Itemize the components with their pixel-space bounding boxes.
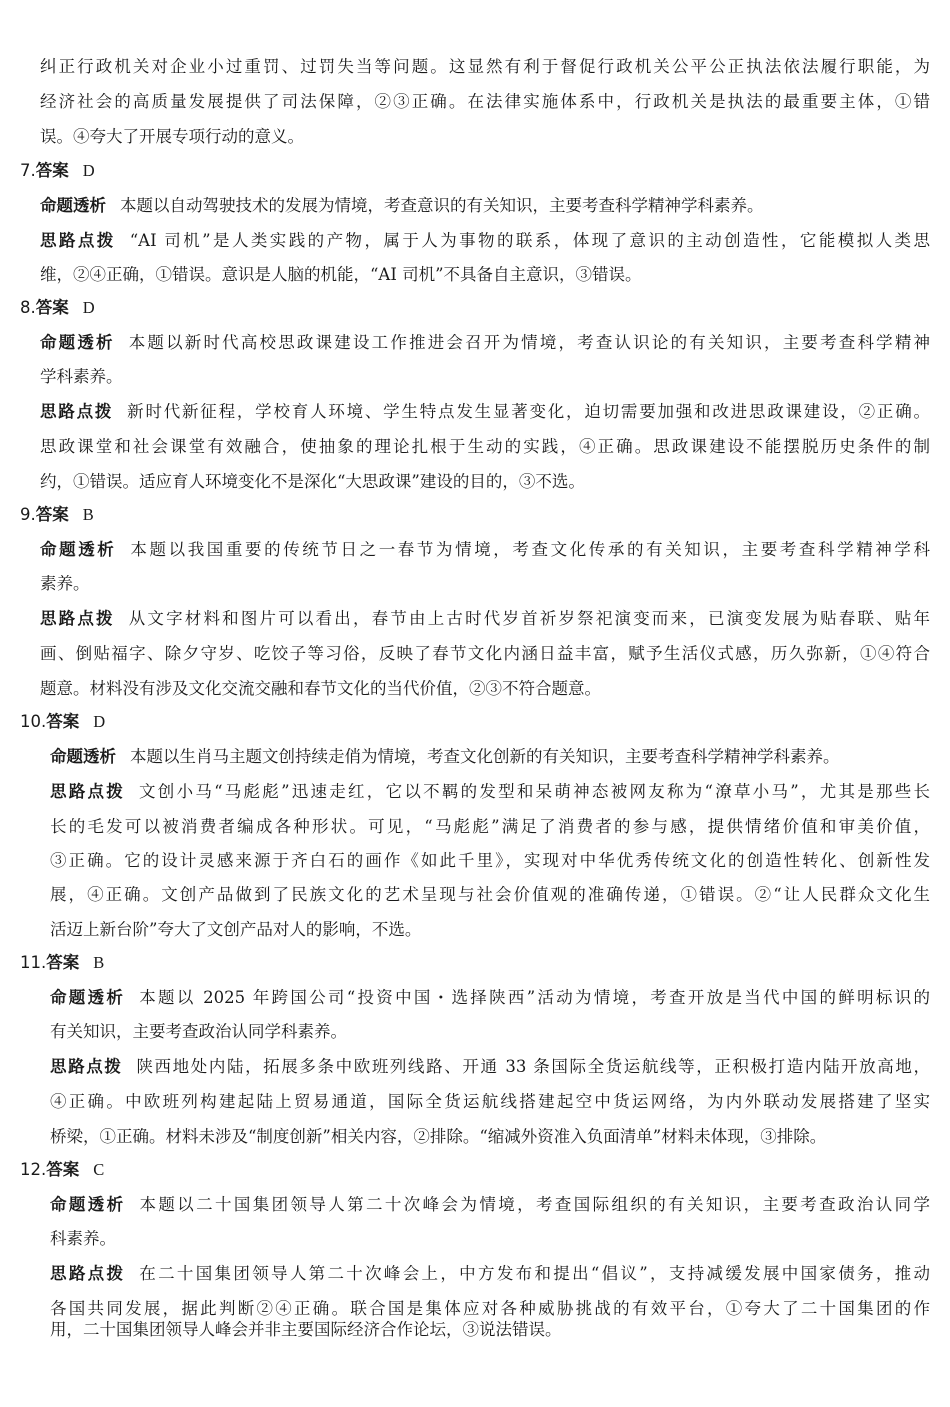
intent-label: 命题透析 bbox=[40, 333, 115, 352]
hint-label: 思路点拨 bbox=[50, 1057, 123, 1076]
q10-intent-text: 本题以生肖马主题文创持续走俏为情境，考查文化创新的有关知识，主要考查科学精神学科素养。 bbox=[130, 747, 840, 766]
q8-number: 8. bbox=[20, 298, 36, 317]
q9-answer: B bbox=[82, 505, 94, 524]
q10-intent bbox=[50, 747, 930, 767]
intro-line-1: 纠正行政机关对企业小过重罚、过罚失当等问题。这显然有利于督促行政机关公平公正执法依法履行职能，为 bbox=[40, 57, 930, 76]
intro-line-3: 误。④夸大了开展专项行动的意义。 bbox=[40, 127, 304, 146]
q8-hint-line-1 bbox=[40, 402, 930, 422]
q12-answer-row bbox=[20, 1160, 104, 1180]
q12-hint-line-2: 各国共同发展，据此判断②④正确。联合国是集体应对各种威胁挑战的有效平台，①夸大了二十国集团的作 bbox=[50, 1299, 930, 1318]
q12-hint-text-1: 在二十国集团领导人第二十次峰会上，中方发布和提出“倡议”，支持减缓发展中国家债务，推动 bbox=[139, 1264, 931, 1283]
q9-number: 9. bbox=[20, 505, 36, 524]
q12-number: 12. bbox=[20, 1160, 47, 1179]
q8-intent-line-1 bbox=[40, 333, 930, 353]
q9-intent-line-2: 素养。 bbox=[40, 574, 90, 593]
q10-hint-line-3: ③正确。它的设计灵感来源于齐白石的画作《如此千里》，实现对中华优秀传统文化的创造性转化、创新性发 bbox=[50, 851, 930, 870]
q10-answer-row bbox=[20, 712, 105, 732]
q10-hint-line-2: 长的毛发可以被消费者编成各种形状。可见，“马彪彪”满足了消费者的参与感，提供情绪价值和审美价值， bbox=[50, 817, 930, 836]
q11-hint-line-3: 桥梁，①正确。材料未涉及“制度创新”相关内容，②排除。“缩减外资准入负面清单”材料未体现，③排除。 bbox=[50, 1127, 827, 1146]
q7-hint-line-2: 维，②④正确，①错误。意识是人脑的机能，“AI 司机”不具备自主意识，③错误。 bbox=[40, 265, 642, 284]
q11-answer: B bbox=[93, 953, 105, 972]
q12-intent-line-1 bbox=[50, 1195, 930, 1215]
q7-number: 7. bbox=[20, 161, 36, 180]
q8-hint-line-2: 思政课堂和社会课堂有效融合，使抽象的理论扎根于生动的实践，④正确。思政课建设不能摆脱历史条件的制 bbox=[40, 437, 930, 456]
q12-hint-line-1 bbox=[50, 1264, 930, 1284]
q11-intent-text-1: 本题以 2025 年跨国公司“投资中国・选择陕西”活动为情境，考查开放是当代中国的鲜明标识的 bbox=[139, 988, 930, 1007]
q9-hint-line-2: 画、倒贴福字、除夕守岁、吃饺子等习俗，反映了春节文化内涵日益丰富，赋予生活仪式感，历久弥新，①④符合 bbox=[40, 644, 930, 663]
answer-label: 答案 bbox=[35, 505, 69, 524]
q8-intent-text-1: 本题以新时代高校思政课建设工作推进会召开为情境，考查认识论的有关知识，主要考查科学精神 bbox=[128, 333, 931, 352]
q9-intent-text-1: 本题以我国重要的传统节日之一春节为情境，考查文化传承的有关知识，主要考查科学精神学科 bbox=[130, 540, 931, 559]
q10-hint-line-4: 展，④正确。文创产品做到了民族文化的艺术呈现与社会价值观的准确传递，①错误。②“让人民群众文化生 bbox=[50, 885, 930, 904]
q7-answer: D bbox=[82, 161, 95, 180]
q10-number: 10. bbox=[20, 712, 47, 731]
q9-hint-text-1: 从文字材料和图片可以看出，春节由上古时代岁首祈岁祭祀演变而来，已演变发展为贴春联、贴年 bbox=[128, 609, 931, 628]
answer-label: 答案 bbox=[46, 712, 80, 731]
q7-intent bbox=[40, 196, 930, 216]
hint-label: 思路点拨 bbox=[40, 609, 115, 628]
q7-hint-line-1 bbox=[40, 231, 930, 251]
intent-label: 命题透析 bbox=[50, 1195, 126, 1214]
hint-label: 思路点拨 bbox=[40, 231, 116, 250]
q8-intent-line-2: 学科素养。 bbox=[40, 367, 123, 386]
intent-label: 命题透析 bbox=[40, 540, 117, 559]
hint-label: 思路点拨 bbox=[40, 402, 114, 421]
hint-label: 思路点拨 bbox=[50, 1264, 126, 1283]
q8-hint-line-3: 约，①错误。适应育人环境变化不是深化“大思政课”建设的目的，③不选。 bbox=[40, 472, 585, 491]
answer-label: 答案 bbox=[35, 161, 69, 180]
q9-hint-line-1 bbox=[40, 609, 930, 629]
q10-hint-line-5: 活迈上新台阶”夸大了文创产品对人的影响，不选。 bbox=[50, 920, 422, 939]
q8-answer-row bbox=[20, 298, 95, 318]
q10-hint-line-1 bbox=[50, 782, 930, 802]
hint-label: 思路点拨 bbox=[50, 782, 126, 801]
cutoff-line-container bbox=[0, 1320, 950, 1342]
q11-intent-line-2: 有关知识，主要考查政治认同学科素养。 bbox=[50, 1022, 347, 1041]
q10-answer: D bbox=[93, 712, 106, 731]
q11-hint-line-2: ④正确。中欧班列构建起陆上贸易通道，国际全货运航线搭建起空中货运网络，为内外联动发展搭建了坚实 bbox=[50, 1092, 930, 1111]
q11-intent-line-1 bbox=[50, 988, 930, 1008]
q7-intent-text: 本题以自动驾驶技术的发展为情境，考查意识的有关知识，主要考查科学精神学科素养。 bbox=[120, 196, 764, 215]
q11-hint-line-1 bbox=[50, 1057, 930, 1077]
intent-label: 命题透析 bbox=[50, 988, 126, 1007]
answer-label: 答案 bbox=[46, 1160, 80, 1179]
q7-hint-text-1: “AI 司机”是人类实践的产物，属于人为事物的联系，体现了意识的主动创造性，它能模拟人类思 bbox=[129, 231, 930, 250]
intent-label: 命题透析 bbox=[50, 747, 116, 766]
q12-intent-line-2: 科素养。 bbox=[50, 1229, 116, 1248]
q12-hint-line-3: 用，二十国集团领导人峰会并非主要国际经济合作论坛，③说法错误。 bbox=[50, 1320, 562, 1339]
q10-hint-text-1: 文创小马“马彪彪”迅速走红，它以不羁的发型和呆萌神态被网友称为“潦草小马”，尤其是那些长 bbox=[139, 782, 930, 801]
q8-hint-text-1: 新时代新征程，学校育人环境、学生特点发生显著变化，迫切需要加强和改进思政课建设，②正确。 bbox=[127, 402, 931, 421]
intent-label: 命题透析 bbox=[40, 196, 106, 215]
q9-hint-line-3: 题意。材料没有涉及文化交流交融和春节文化的当代价值，②③不符合题意。 bbox=[40, 679, 601, 698]
q12-intent-text-1: 本题以二十国集团领导人第二十次峰会为情境，考查国际组织的有关知识，主要考查政治认同学 bbox=[139, 1195, 931, 1214]
answer-label: 答案 bbox=[35, 298, 69, 317]
q11-number: 11. bbox=[20, 953, 47, 972]
q8-answer: D bbox=[82, 298, 95, 317]
answer-label: 答案 bbox=[46, 953, 80, 972]
intro-line-2: 经济社会的高质量发展提供了司法保障，②③正确。在法律实施体系中，行政机关是执法的最重要主体，①错 bbox=[40, 92, 930, 111]
q12-answer: C bbox=[93, 1160, 105, 1179]
q11-answer-row bbox=[20, 953, 104, 973]
q11-hint-text-1: 陕西地处内陆，拓展多条中欧班列线路、开通 33 条国际全货运航线等，正积极打造内陆开放高地， bbox=[136, 1057, 930, 1076]
q7-answer-row bbox=[20, 161, 95, 181]
q9-answer-row bbox=[20, 505, 94, 525]
q9-intent-line-1 bbox=[40, 540, 930, 560]
